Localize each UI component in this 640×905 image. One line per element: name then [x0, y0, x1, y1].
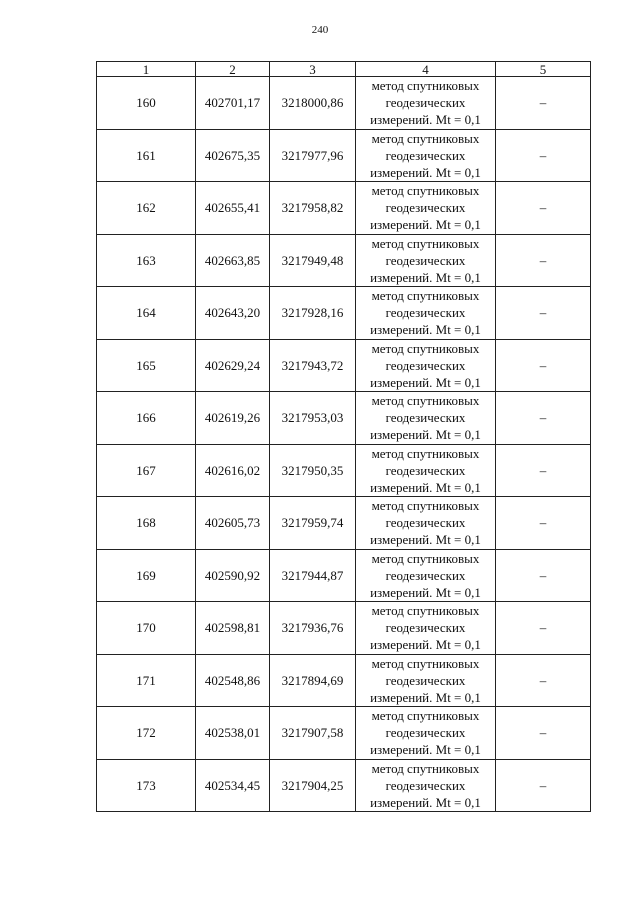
x-coordinate-cell: 402605,73	[196, 497, 270, 550]
method-cell	[356, 392, 496, 445]
table-row	[97, 339, 591, 392]
y-coordinate-cell: 3217949,48	[270, 234, 356, 287]
point-number-cell: 161	[97, 129, 196, 182]
method-text-line: измерений. Mt = 0,1	[370, 794, 481, 810]
method-cell	[356, 287, 496, 340]
x-coordinate-cell: 402663,85	[196, 234, 270, 287]
table-row	[97, 287, 591, 340]
note-dash: –	[539, 95, 547, 111]
method-text-line: измерений. Mt = 0,1	[370, 374, 481, 390]
note-dash: –	[539, 200, 547, 216]
method-text-line: метод спутниковых	[371, 760, 480, 776]
table-row	[97, 234, 591, 287]
table-row	[97, 759, 591, 812]
header-col-3: 3	[270, 62, 356, 77]
note-cell	[496, 444, 591, 497]
x-coordinate-cell: 402655,41	[196, 182, 270, 235]
note-cell	[496, 182, 591, 235]
method-cell	[356, 129, 496, 182]
point-number-cell: 160	[97, 77, 196, 130]
method-cell	[356, 234, 496, 287]
y-coordinate-cell: 3217950,35	[270, 444, 356, 497]
method-cell	[356, 602, 496, 655]
method-text-line: геодезических	[385, 147, 466, 163]
point-number-cell: 165	[97, 339, 196, 392]
method-text-line: геодезических	[385, 777, 466, 793]
page-number: 240	[311, 24, 329, 36]
y-coordinate-cell: 3217977,96	[270, 129, 356, 182]
note-cell	[496, 497, 591, 550]
table-row	[97, 77, 591, 130]
method-text-line: метод спутниковых	[371, 183, 480, 199]
method-text-line: измерений. Mt = 0,1	[370, 689, 481, 705]
method-text-line: метод спутниковых	[371, 130, 480, 146]
method-text-line: геодезических	[385, 725, 466, 741]
x-coordinate-cell: 402643,20	[196, 287, 270, 340]
x-coordinate-cell: 402675,35	[196, 129, 270, 182]
method-text-line: метод спутниковых	[371, 288, 480, 304]
note-dash: –	[539, 567, 547, 583]
method-text-line: геодезических	[385, 462, 466, 478]
method-text-line: геодезических	[385, 252, 466, 268]
table-row	[97, 129, 591, 182]
method-text-line: измерений. Mt = 0,1	[370, 269, 481, 285]
method-text-line: измерений. Mt = 0,1	[370, 584, 481, 600]
note-dash: –	[539, 515, 547, 531]
x-coordinate-cell: 402616,02	[196, 444, 270, 497]
note-dash: –	[539, 462, 547, 478]
method-text-line: геодезических	[385, 200, 466, 216]
note-cell	[496, 234, 591, 287]
table-row	[97, 602, 591, 655]
method-text-line: измерений. Mt = 0,1	[370, 479, 481, 495]
y-coordinate-cell: 3217943,72	[270, 339, 356, 392]
method-text-line: метод спутниковых	[371, 78, 480, 94]
method-text-line: геодезических	[385, 357, 466, 373]
note-cell	[496, 602, 591, 655]
table-row	[97, 444, 591, 497]
note-cell	[496, 549, 591, 602]
note-cell	[496, 654, 591, 707]
note-dash: –	[539, 620, 547, 636]
header-col-5: 5	[496, 62, 591, 77]
point-number-cell: 162	[97, 182, 196, 235]
table-row	[97, 497, 591, 550]
note-cell	[496, 129, 591, 182]
y-coordinate-cell: 3218000,86	[270, 77, 356, 130]
table-row	[97, 549, 591, 602]
method-text-line: геодезических	[385, 305, 466, 321]
point-number-cell: 169	[97, 549, 196, 602]
method-text-line: измерений. Mt = 0,1	[370, 217, 481, 233]
method-cell	[356, 182, 496, 235]
point-number-cell: 172	[97, 707, 196, 760]
method-text-line: метод спутниковых	[371, 655, 480, 671]
x-coordinate-cell: 402548,86	[196, 654, 270, 707]
note-cell	[496, 287, 591, 340]
y-coordinate-cell: 3217907,58	[270, 707, 356, 760]
y-coordinate-cell: 3217944,87	[270, 549, 356, 602]
note-cell	[496, 339, 591, 392]
method-text-line: геодезических	[385, 410, 466, 426]
y-coordinate-cell: 3217904,25	[270, 759, 356, 812]
method-text-line: измерений. Mt = 0,1	[370, 532, 481, 548]
x-coordinate-cell: 402629,24	[196, 339, 270, 392]
method-cell	[356, 444, 496, 497]
point-number-cell: 163	[97, 234, 196, 287]
table-row	[97, 654, 591, 707]
note-dash: –	[539, 147, 547, 163]
coordinates-table	[96, 61, 591, 812]
method-text-line: метод спутниковых	[371, 445, 480, 461]
header-col-4: 4	[356, 62, 496, 77]
note-cell	[496, 759, 591, 812]
method-text-line: измерений. Mt = 0,1	[370, 742, 481, 758]
x-coordinate-cell: 402590,92	[196, 549, 270, 602]
method-text-line: метод спутниковых	[371, 498, 480, 514]
x-coordinate-cell: 402598,81	[196, 602, 270, 655]
method-cell	[356, 707, 496, 760]
method-cell	[356, 339, 496, 392]
x-coordinate-cell: 402619,26	[196, 392, 270, 445]
note-dash: –	[539, 305, 547, 321]
method-text-line: геодезических	[385, 95, 466, 111]
method-cell	[356, 654, 496, 707]
y-coordinate-cell: 3217894,69	[270, 654, 356, 707]
method-cell	[356, 759, 496, 812]
y-coordinate-cell: 3217928,16	[270, 287, 356, 340]
method-text-line: измерений. Mt = 0,1	[370, 322, 481, 338]
point-number-cell: 168	[97, 497, 196, 550]
note-dash: –	[539, 410, 547, 426]
note-cell	[496, 392, 591, 445]
method-text-line: геодезических	[385, 515, 466, 531]
method-text-line: геодезических	[385, 567, 466, 583]
method-text-line: измерений. Mt = 0,1	[370, 427, 481, 443]
method-cell	[356, 77, 496, 130]
method-text-line: метод спутниковых	[371, 708, 480, 724]
note-dash: –	[539, 777, 547, 793]
table-body	[97, 77, 591, 812]
note-dash: –	[539, 672, 547, 688]
point-number-cell: 167	[97, 444, 196, 497]
method-text-line: метод спутниковых	[371, 235, 480, 251]
method-cell	[356, 549, 496, 602]
x-coordinate-cell: 402538,01	[196, 707, 270, 760]
method-text-line: геодезических	[385, 672, 466, 688]
table-row	[97, 707, 591, 760]
x-coordinate-cell: 402534,45	[196, 759, 270, 812]
note-dash: –	[539, 725, 547, 741]
point-number-cell: 166	[97, 392, 196, 445]
point-number-cell: 164	[97, 287, 196, 340]
y-coordinate-cell: 3217958,82	[270, 182, 356, 235]
x-coordinate-cell: 402701,17	[196, 77, 270, 130]
point-number-cell: 171	[97, 654, 196, 707]
point-number-cell: 170	[97, 602, 196, 655]
method-text-line: измерений. Mt = 0,1	[370, 164, 481, 180]
method-text-line: измерений. Mt = 0,1	[370, 637, 481, 653]
note-cell	[496, 707, 591, 760]
method-text-line: метод спутниковых	[371, 340, 480, 356]
method-text-line: метод спутниковых	[371, 393, 480, 409]
table-row	[97, 182, 591, 235]
header-col-2: 2	[196, 62, 270, 77]
point-number-cell: 173	[97, 759, 196, 812]
method-text-line: геодезических	[385, 620, 466, 636]
table-header	[97, 62, 591, 77]
method-text-line: метод спутниковых	[371, 603, 480, 619]
y-coordinate-cell: 3217936,76	[270, 602, 356, 655]
note-cell	[496, 77, 591, 130]
note-dash: –	[539, 252, 547, 268]
table-row	[97, 392, 591, 445]
header-col-1: 1	[97, 62, 196, 77]
y-coordinate-cell: 3217959,74	[270, 497, 356, 550]
header-row	[97, 62, 591, 77]
y-coordinate-cell: 3217953,03	[270, 392, 356, 445]
method-text-line: метод спутниковых	[371, 550, 480, 566]
method-text-line: измерений. Mt = 0,1	[370, 112, 481, 128]
method-cell	[356, 497, 496, 550]
note-dash: –	[539, 357, 547, 373]
